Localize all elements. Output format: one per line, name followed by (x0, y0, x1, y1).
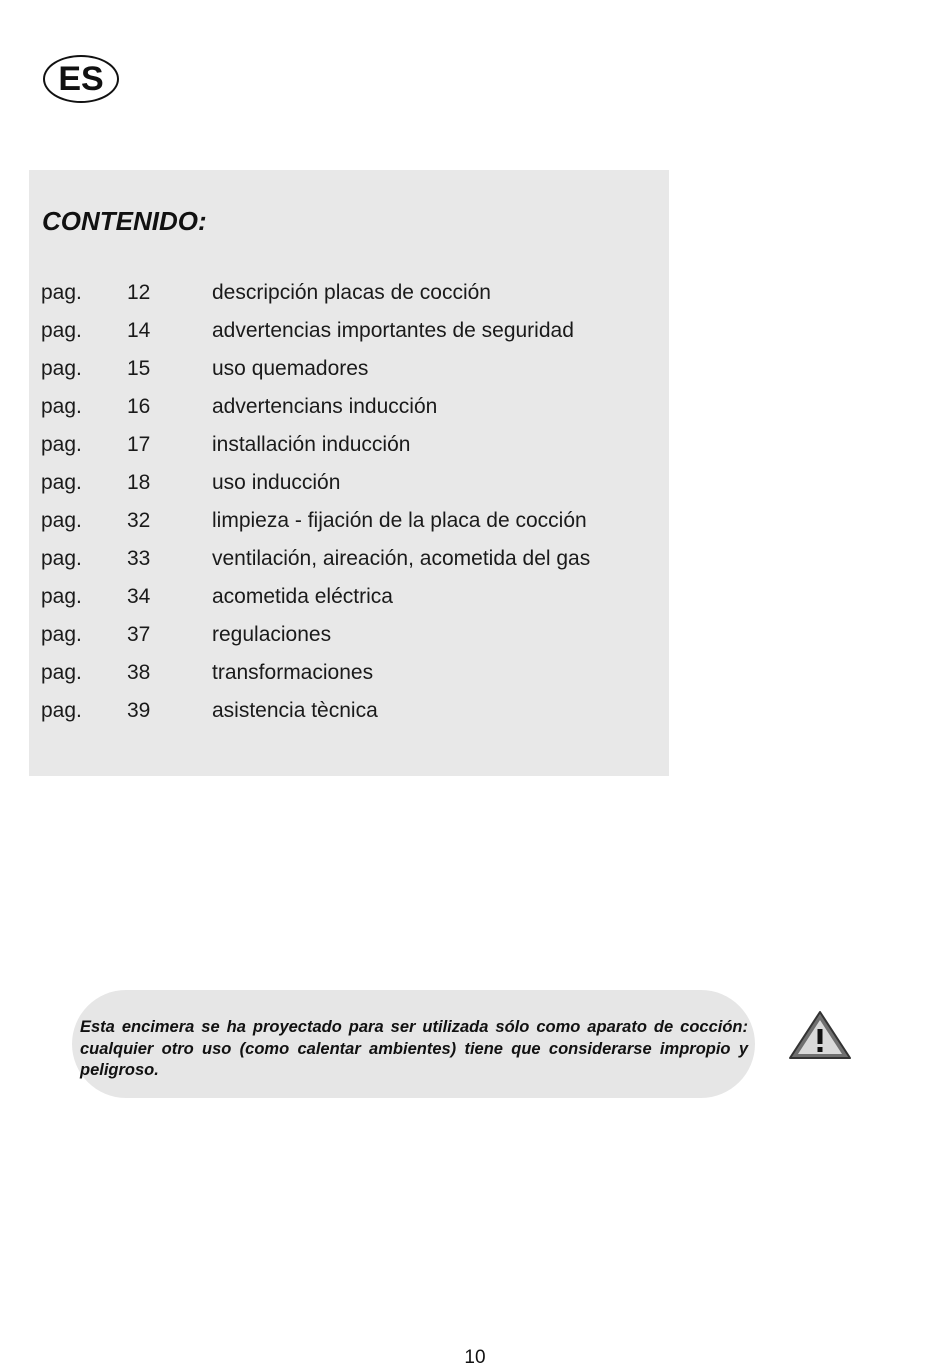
toc-entry-page: 39 (127, 699, 151, 722)
toc-entry-prefix: pag. (41, 623, 82, 646)
toc-entry-page: 18 (127, 471, 151, 494)
toc-entry-page: 38 (127, 661, 151, 684)
toc-entry-prefix: pag. (41, 471, 82, 494)
toc-entry-text: uso inducción (212, 471, 341, 494)
toc-entry-prefix: pag. (41, 281, 82, 304)
toc-entry-text: uso quemadores (212, 357, 369, 380)
toc-entry-page: 33 (127, 547, 151, 570)
toc-entry-prefix: pag. (41, 547, 82, 570)
toc-entry-prefix: pag. (41, 357, 82, 380)
toc-entry-page: 32 (127, 509, 151, 532)
toc-entry-prefix: pag. (41, 433, 82, 456)
table-of-contents (29, 170, 669, 776)
toc-entry-text: advertencias importantes de seguridad (212, 319, 574, 342)
safety-notice (72, 990, 755, 1098)
toc-entry-prefix: pag. (41, 699, 82, 722)
toc-entry-text: ventilación, aireación, acometida del gas (212, 547, 591, 570)
toc-entry-text: transformaciones (212, 661, 374, 684)
toc-entry-page: 14 (127, 319, 151, 342)
toc-entry-prefix: pag. (41, 319, 82, 342)
warning-triangle-icon (787, 1009, 853, 1061)
toc-entry-text: descripción placas de cocción (212, 281, 491, 304)
toc-entry-page: 34 (127, 585, 151, 608)
toc-entry-text: installación inducción (212, 433, 411, 456)
toc-entry-text: regulaciones (212, 623, 332, 646)
toc-entry-page: 17 (127, 433, 151, 456)
toc-entry-page: 12 (127, 281, 151, 304)
toc-entry-text: advertencians inducción (212, 395, 438, 418)
toc-entry-page: 15 (127, 357, 151, 380)
toc-entry-text: acometida eléctrica (212, 585, 393, 608)
language-badge: ES (43, 55, 119, 103)
toc-entry-text: asistencia tècnica (212, 699, 378, 722)
page-number: 10 (464, 1347, 486, 1368)
toc-title: CONTENIDO: (42, 206, 207, 236)
toc-entry-page: 16 (127, 395, 151, 418)
toc-entry-page: 37 (127, 623, 151, 646)
toc-entry-prefix: pag. (41, 661, 82, 684)
toc-entry-prefix: pag. (41, 395, 82, 418)
toc-entry-prefix: pag. (41, 509, 82, 532)
toc-entry-text: limpieza - fijación de la placa de cocción (212, 509, 587, 532)
toc-entry-prefix: pag. (41, 585, 82, 608)
safety-notice-text: Esta encimera se ha proyectado para ser utilizada sólo como aparato de cocción: cualquier otro uso (como calentar ambientes) tiene que considerarse impropio y peligroso. (80, 1018, 748, 1079)
